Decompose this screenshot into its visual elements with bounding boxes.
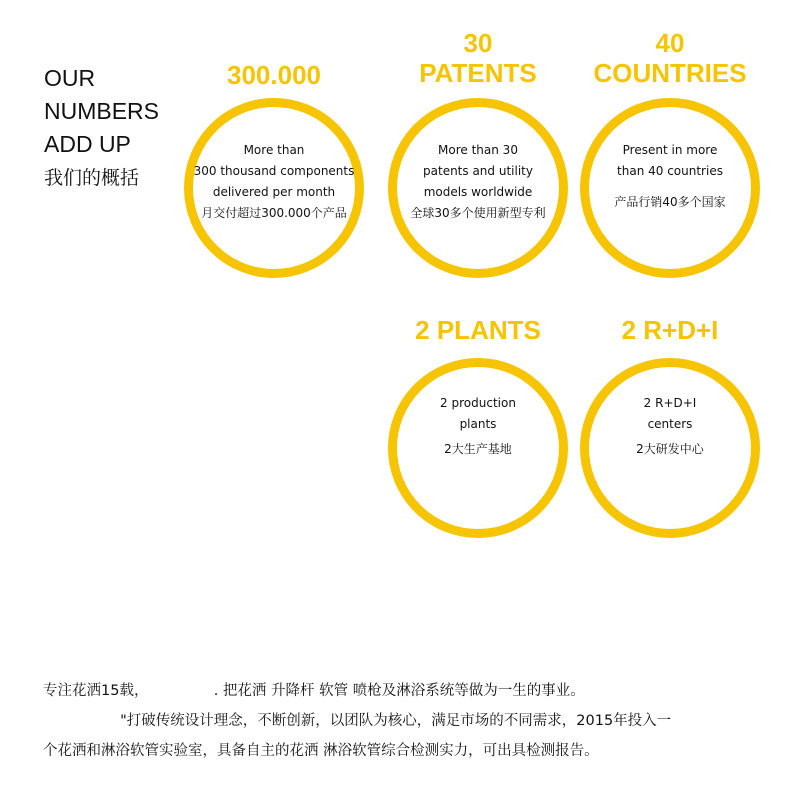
stat-text-line: 300 thousand components — [193, 164, 355, 178]
intro-line: OUR — [44, 65, 96, 91]
stat-ring — [184, 98, 364, 278]
stat-text-line: 2 R+D+I — [643, 396, 697, 410]
stat-plants — [388, 315, 568, 540]
stat-ring — [580, 98, 760, 278]
stat-heading — [388, 315, 568, 345]
stat-description — [397, 393, 559, 460]
stat-description — [397, 140, 559, 224]
stat-heading — [388, 28, 568, 88]
stat-text-line: delivered per month — [212, 185, 336, 199]
stat-ring — [388, 98, 568, 278]
stat-rdi — [580, 315, 760, 540]
stat-heading — [580, 28, 760, 88]
stat-text-line: 月交付超过300.000个产品 — [201, 206, 347, 220]
stat-text-line: More than 30 — [438, 143, 518, 157]
stat-text-line: 2大生产基地 — [444, 442, 512, 456]
stat-countries — [580, 26, 760, 280]
stat-text-line: Present in more — [622, 143, 718, 157]
stat-heading — [580, 315, 760, 345]
stat-text-line: plants — [459, 417, 497, 431]
stat-heading-line: 2 PLANTS — [415, 315, 541, 345]
stat-heading-line: 40 — [655, 28, 685, 58]
description-line: 个花洒和淋浴软管实验室，具备自主的花洒 淋浴软管综合检测实力，可出具检测报告。 — [43, 743, 599, 759]
stat-text-line: 2大研发中心 — [636, 442, 704, 456]
stat-text-line: 全球30多个使用新型专利 — [410, 206, 546, 220]
stat-text-line: patents and utility — [423, 164, 533, 178]
stat-ring — [580, 358, 760, 538]
company-description — [43, 676, 763, 766]
description-line: 专注花洒15载， . 把花洒 升降杆 软管 喷枪及淋浴系统等做为一生的事业。 — [43, 683, 585, 699]
stat-text-line: 2 production — [440, 396, 516, 410]
intro-line: ADD UP — [44, 131, 131, 157]
intro-heading — [44, 62, 159, 193]
stat-heading-line: PATENTS — [419, 58, 537, 88]
description-line: "打破传统设计理念，不断创新，以团队为核心，满足市场的不同需求，2015年投入一 — [43, 713, 672, 729]
stat-components — [184, 58, 364, 280]
stat-heading-line: COUNTRIES — [593, 58, 747, 88]
stat-heading-line: 30 — [463, 28, 493, 58]
stat-heading-line: 2 R+D+I — [621, 315, 719, 345]
stat-description — [193, 140, 355, 224]
stat-description — [589, 140, 751, 213]
intro-chinese: 我们的概括 — [44, 167, 140, 189]
stat-text-line: models worldwide — [423, 185, 533, 199]
intro-line: NUMBERS — [44, 98, 160, 124]
stat-patents — [388, 26, 568, 280]
stat-ring — [388, 358, 568, 538]
stat-description — [589, 393, 751, 460]
stat-text-line: 产品行销40多个国家 — [614, 195, 726, 209]
stat-heading-line: 300.000 — [227, 60, 321, 90]
stat-text-line: centers — [647, 417, 693, 431]
stat-text-line: More than — [243, 143, 305, 157]
stat-heading — [184, 60, 364, 90]
stat-text-line: than 40 countries — [617, 164, 723, 178]
stat-text-gap — [589, 182, 751, 192]
